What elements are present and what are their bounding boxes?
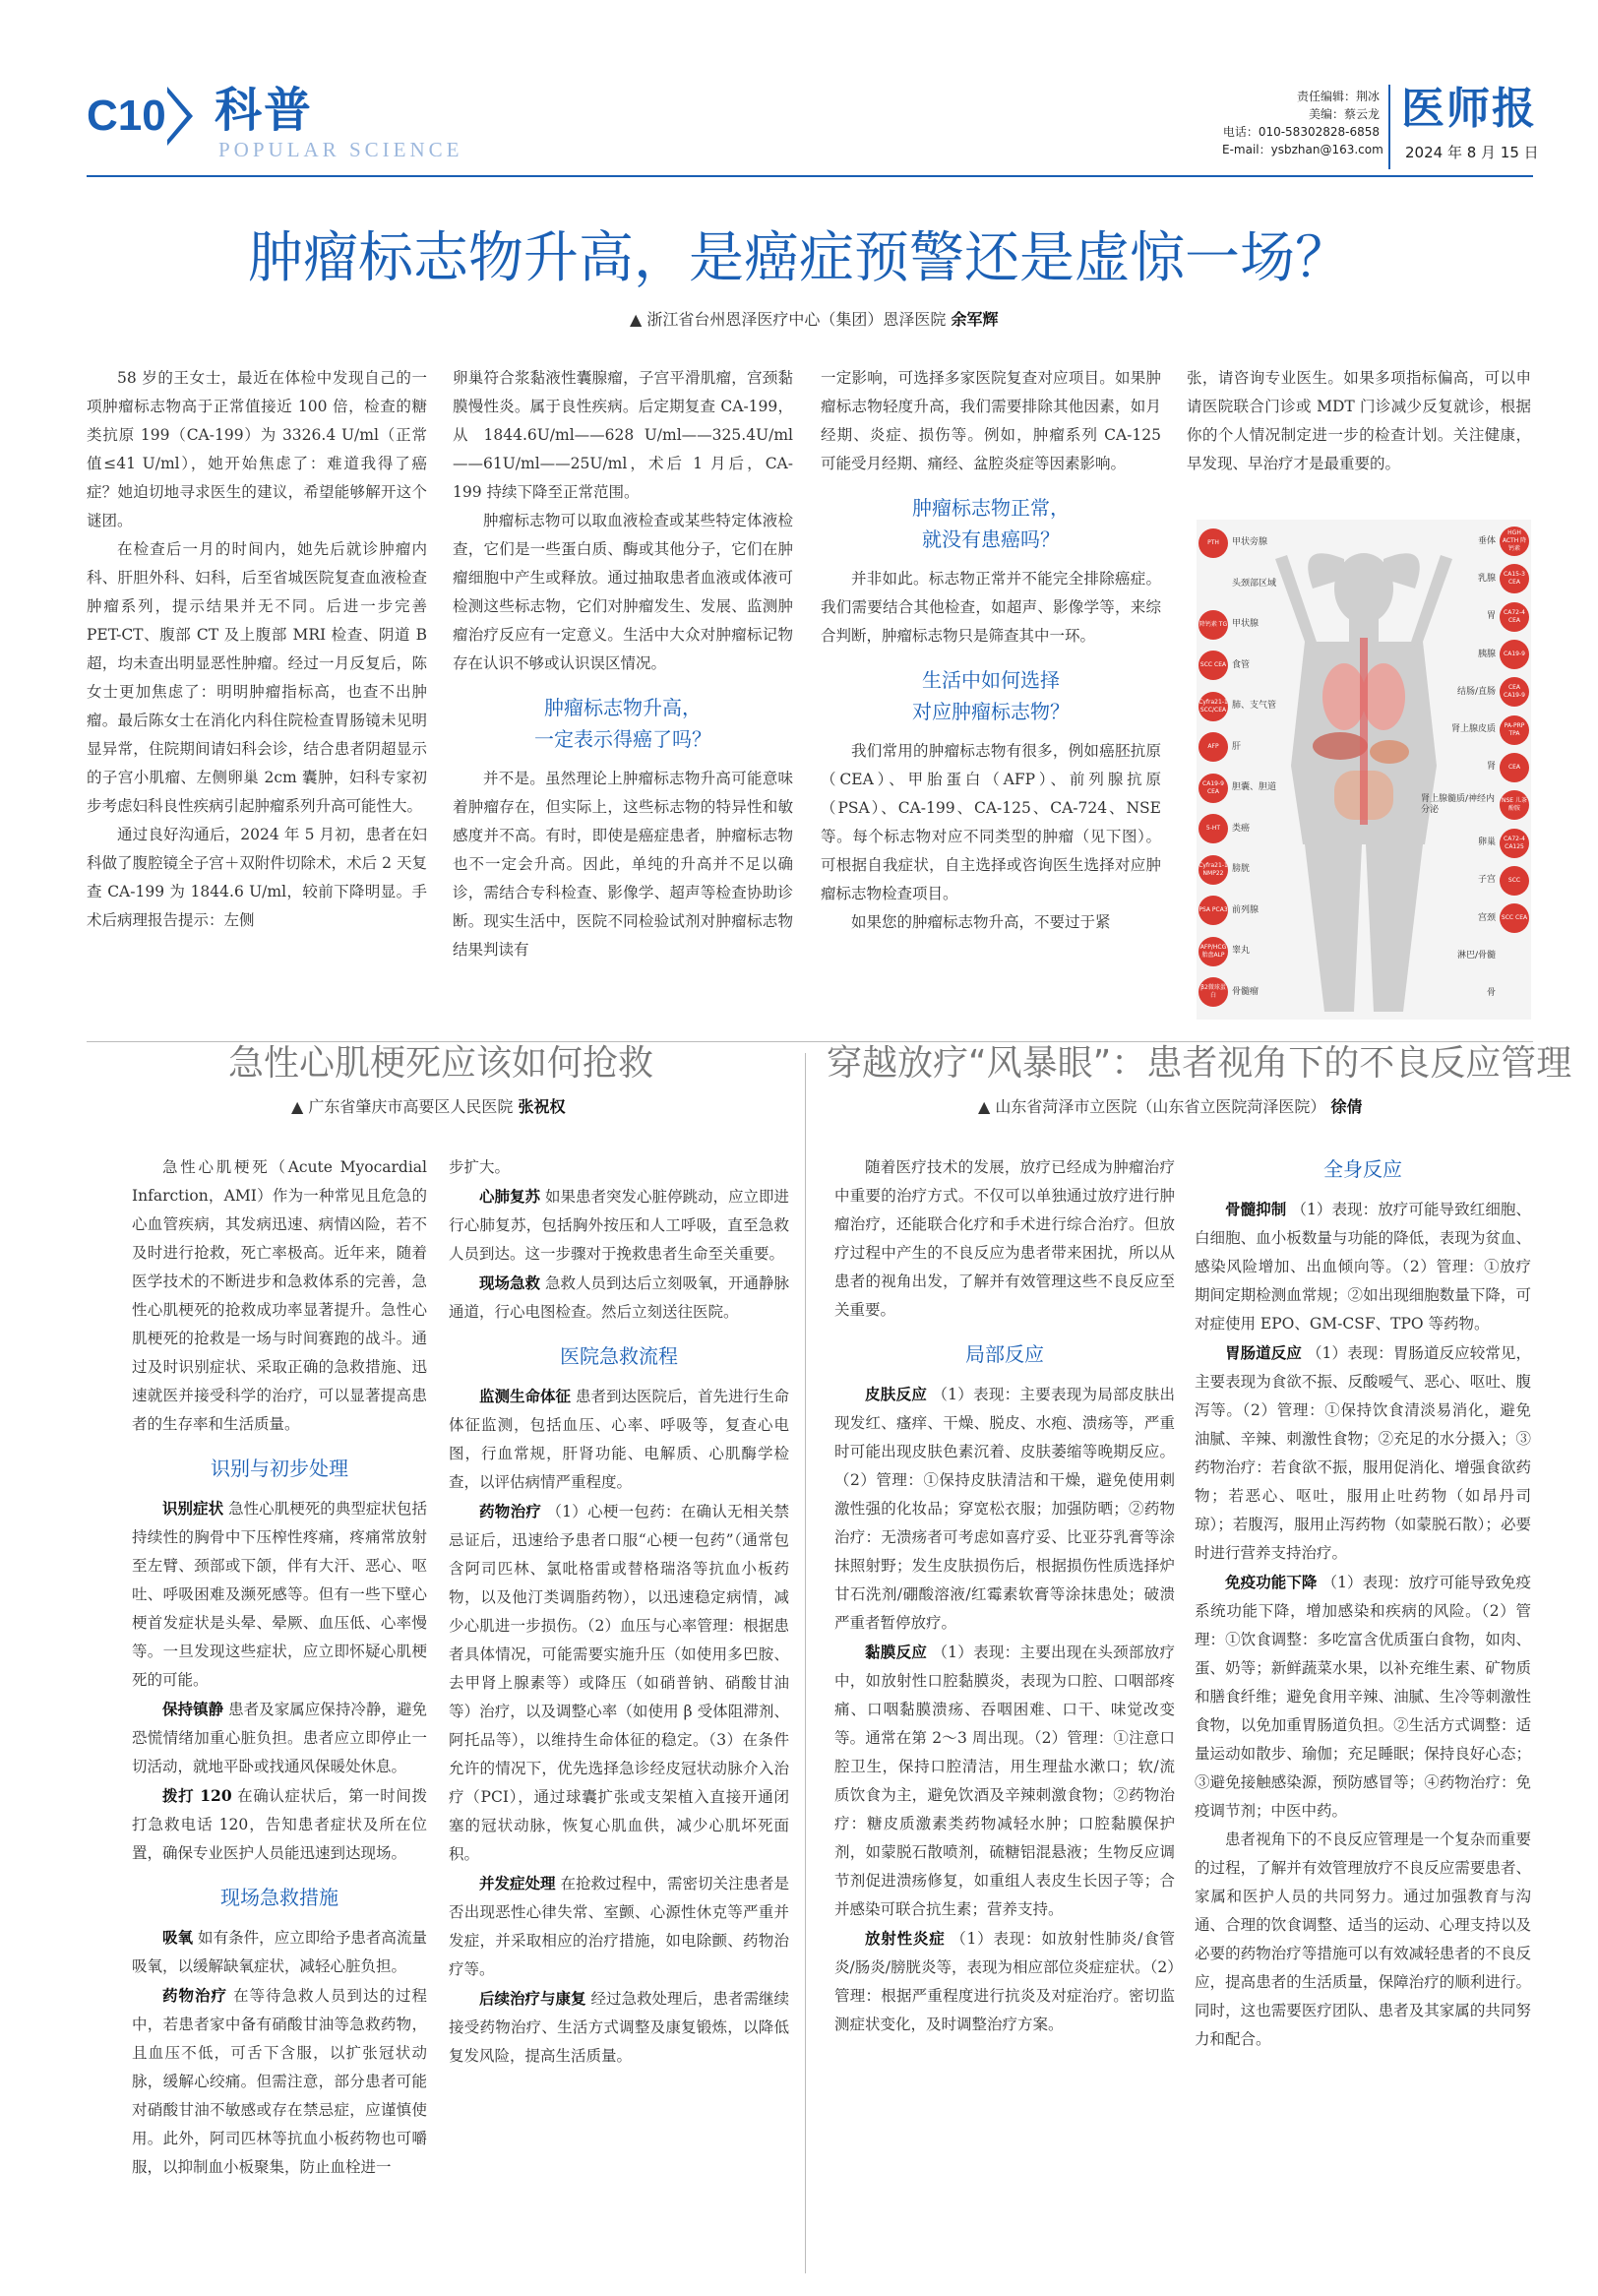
paragraph-text: （1）表现：如放射性肺炎/食管炎/肠炎/膀胱炎等，表现为相应部位炎症症状。（2）管理：根据严重程度进行抗炎及对症治疗。密切监测症状变化，及时调整治疗方案。 [834,1930,1175,2033]
organ-label: 肾上腺皮质 [1450,724,1496,735]
marker-badge: PSA PCA3 [1198,896,1228,925]
paragraph-text: （1）表现：放疗可能导致红细胞、白细胞、血小板数量与功能的降低，表现为贫血、感染风险增加、出血倾向等。（2）管理：①放疗期间定期检测血常规；②如出现细胞数量下降，可对症使用 EPO、GM-CSF、TPO 等药物。 [1195,1201,1531,1333]
marker-badge: CA72-4 CA125 [1500,829,1529,858]
byline-org: ▲ 浙江省台州恩泽医疗中心（集团）恩泽医院 [630,310,947,329]
article1-col3 [821,364,1161,937]
article1-col1 [87,364,427,935]
paragraph-text: 在抢救过程中，需密切关注患者是否出现恶性心律失常、室颤、心源性休克等严重并发症，并采取相应的治疗措施，如电除颤、药物治疗等。 [449,1875,789,1978]
article1-byline [630,307,999,330]
article1-col4 [1187,364,1531,478]
organ-label: 胆囊、胆道 [1232,782,1277,793]
paragraph-heading: 后续治疗与康复 [479,1989,586,2008]
marker-badge: PTH [1198,528,1228,558]
marker-badge: HGH ACTH 降钙素 [1500,527,1529,556]
marker-row [1198,932,1307,971]
paragraph-heading: 并发症处理 [479,1874,556,1893]
section-title-en: POPULAR SCIENCE [218,138,463,161]
organ-label: 甲状旁腺 [1232,537,1268,548]
marker-badge: PA-PRP TPA [1500,715,1529,745]
marker-badge: CA72-4 CEA [1500,602,1529,632]
marker-row [1198,973,1307,1013]
organ-label: 卵巢 [1477,838,1496,848]
byline-author: 张祝权 [518,1097,566,1116]
organ-label: 胰腺 [1477,649,1496,659]
paragraph-heading: 药物治疗 [162,1986,228,2005]
subheading: 现场急救措施 [220,1886,338,1909]
subheading: 肿瘤标志物正常， 就没有患癌吗？ [912,496,1070,551]
subheading: 肿瘤标志物升高， 一定表示得癌了吗？ [534,696,711,751]
marker-row [1421,524,1529,559]
tumor-marker-figure [1197,520,1531,1020]
marker-badge: 5-HT [1198,814,1228,843]
marker-row [1421,863,1529,899]
marker-row [1198,687,1307,726]
art-editor: 美编：蔡云龙 [1308,107,1380,121]
paragraph: 并不是。虽然理论上肿瘤标志物升高可能意味着肿瘤存在，但实际上，这些标志物的特异性和敏感度并不高。有时，即使是癌症患者，肿瘤标志物也不一定会升高。因此，单纯的升高并不足以确诊，需结合专科检查、影像学、超声等检查协助诊断。现实生活中，医院不同检验试剂对肿瘤标志物结果判读有 [453,770,793,959]
organ-label: 骨 [1486,988,1496,999]
paragraph-text: 急救人员到达后立刻吸氧，开通静脉通道，行心电图检查。然后立刻送往医院。 [449,1274,789,1321]
header-divider [1388,85,1390,169]
section-paragraphs [132,1494,427,1868]
article1-title: 肿瘤标志物升高，是癌症预警还是虚惊一场？ [248,226,1350,290]
marker-badge: SCC [1500,866,1529,896]
section-paragraphs [449,1382,789,2071]
marker-row [1198,728,1307,768]
paragraph-text: 在等待急救人员到达的过程中，若患者家中备有硝酸甘油等急救药物，且血压不低，可舌下含服，以扩张冠状动脉，缓解心绞痛。但需注意，部分患者可能对硝酸甘油不敏感或存在禁忌症，应谨慎使用。此外，阿司匹林等抗血小板药物也可嚼服，以抑制血小板聚集，防止血栓进一 [132,1987,427,2176]
marker-badge: NSE 儿茶酚胺 [1500,790,1529,820]
marker-badge: CEA CA19-9 [1500,677,1529,707]
paragraph: 患者视角下的不良反应管理是一个复杂而重要的过程，了解并有效管理放疗不良反应需要患者、家属和医护人员的共同努力。通过加强教育与沟通、合理的饮食调整、适当的运动、心理支持以及必要的药物治疗等措施可以有效减轻患者的不良反应，提高患者的生活质量，保障治疗的顺利进行。同时，这也需要医疗团队、患者及其家属的共同努力和配合。 [1195,1831,1531,2048]
marker-badge [1500,942,1529,971]
marker-row [1198,892,1307,931]
organ-label: 子宫 [1477,875,1496,886]
paragraph-text: 如有条件，应立即给予患者高流量吸氧，以缓解缺氧症状，减轻心脏负担。 [132,1929,427,1975]
paragraph-heading: 保持镇静 [162,1700,224,1718]
paragraph [1195,1195,1531,1338]
paragraph-heading: 心肺复苏 [479,1187,541,1206]
marker-badge: AFP/HCG 胎盘ALP [1198,937,1228,966]
organ-label: 肝 [1232,741,1242,752]
marker-row [1421,900,1529,936]
paragraph [132,1695,427,1781]
organ-label: 食管 [1232,659,1251,670]
issue-date: 2024 年 8 月 15 日 [1405,144,1539,161]
paragraph: 卵巢符合浆黏液性囊腺瘤，子宫平滑肌瘤，宫颈黏膜慢性炎。属于良性疾病。后定期复查 CA-199，从 1844.6U/ml——628 U/ml——325.4U/ml——61U/ml——25U/ml，术后 1 月后，CA-199 持续下降至正常范围。 [453,369,793,501]
section-paragraphs [834,1380,1175,2039]
marker-row [1198,850,1307,890]
article2-title: 急性心肌梗死应该如何抢救 [228,1043,654,1084]
phone: 电话：010-58302828-6858 [1222,125,1380,139]
marker-row [1198,769,1307,808]
organ-label: 肺、支气管 [1232,701,1277,712]
marker-badge: Cyfra21-1 SCC/CEA [1198,692,1228,721]
paragraph-text: 经过急救处理后，患者需继续接受药物治疗、生活方式调整及康复锻炼，以降低复发风险，提高生活质量。 [449,1990,789,2065]
organ-label: 宫颈 [1477,912,1496,923]
paragraph-heading: 药物治疗 [479,1502,542,1520]
paragraph: 并非如此。标志物正常并不能完全排除癌症。我们需要结合其他检查，如超声、影像学等，来综合判断，肿瘤标志物只是筛查其中一环。 [821,570,1161,645]
paragraph: 随着医疗技术的发展，放疗已经成为肿瘤治疗中重要的治疗方式。不仅可以单独通过放疗进行肿瘤治疗，还能联合化疗和手术进行综合治疗。但放疗过程中产生的不良反应为患者带来困扰，所以从患者的视角出发，了解并有效管理这些不良反应至关重要。 [834,1158,1175,1319]
organ-label: 甲状腺 [1232,619,1260,630]
article2-byline [291,1094,566,1117]
paragraph-heading: 监测生命体征 [479,1387,572,1405]
marker-row [1421,938,1529,973]
organ-label: 膀胱 [1232,864,1251,875]
paragraph-heading: 识别症状 [162,1499,224,1518]
organ-label: 垂体 [1477,535,1496,546]
marker-row [1421,825,1529,860]
paragraph-heading: 免疫功能下降 [1225,1573,1318,1591]
paragraph-text: 在确认症状后，第一时间拨打急救电话 120，告知患者症状及所在位置，确保专业医护人员能迅速到达现场。 [132,1787,427,1862]
column-divider [805,1053,806,2273]
organ-label: 骨髓瘤 [1232,986,1260,997]
marker-badge: SCC CEA [1198,651,1228,680]
paragraph-heading: 胃肠道反应 [1225,1343,1302,1362]
paragraph: 如果您的肿瘤标志物升高，不要过于紧 [851,913,1111,931]
paragraph-text: 患者及家属应保持冷静，避免恐慌情绪加重心脏负担。患者应立即停止一切活动，就地平卧或找通风保暖处休息。 [132,1701,427,1775]
paragraph [1195,1338,1531,1568]
paragraph: 一定影响，可选择多家医院复查对应项目。如果肿瘤标志物轻度升高，我们需要排除其他因素，如月经期、炎症、损伤等。例如，肿瘤系列 CA-125 可能受月经期、痛经、盆腔炎症等因素影响。 [821,369,1161,472]
paragraph-text: （1）表现：主要出现在头颈部放疗中，如放射性口腔黏膜炎，表现为口腔、口咽部疼痛、口咽黏膜溃疡、吞咽困难、口干、味觉改变等。通常在第 2～3 周出现。（2）管理：①注意口腔卫生，保持口腔清洁，用生理盐水漱口；软/流质饮食为主，避免饮酒及辛辣刺激食物；②药物治疗：糖皮质激素类药物减轻水肿；口腔黏膜保护剂，如蒙脱石散喷剂，硫糖铝混悬液；生物反应调节剂促进溃疡修复，如重组人表皮生长因子等；合并感染可联合抗生素；营养支持。 [834,1644,1175,1918]
marker-badge: CA19-9 CEA [1198,774,1228,803]
organ-label: 肾 [1486,762,1496,773]
paragraph: 通过良好沟通后，2024 年 5 月初，患者在妇科做了腹腔镜全子宫＋双附件切除术，术后 2 天复查 CA-199 为 1844.6 U/ml，较前下降明显。手术后病理报告提示：左侧 [87,826,427,929]
marker-row [1421,787,1529,823]
section-title: 科普 [215,83,314,138]
marker-badge [1198,569,1228,598]
paragraph-text: 患者到达医院后，首先进行生命体征监测，包括血压、心率、呼吸等，复查心电图，行血常规，肝肾功能、电解质、心肌酶学检查，以评估病情严重程度。 [449,1388,789,1491]
paragraph-text: （1）表现：主要表现为局部皮肤出现发红、瘙痒、干燥、脱皮、水疱、溃疡等，严重时可能出现皮肤色素沉着、皮肤萎缩等晚期反应。（2）管理：①保持皮肤清洁和干燥，避免使用刺激性强的化妆品；穿宽松衣服；加强防晒；②药物治疗：无溃疡者可考虑如喜疗妥、比亚芬乳膏等涂抹照射野；发生皮肤损伤后，根据损伤性质选择炉甘石洗剂/硼酸溶液/红霉素软膏等涂抹患处；破溃严重者暂停放疗。 [834,1386,1175,1632]
paragraph-heading: 吸氧 [162,1928,194,1947]
organ-label: 前列腺 [1232,904,1260,915]
paragraph-heading: 拨打 120 [162,1786,232,1805]
paragraph [449,1382,789,1497]
marker-row [1198,524,1307,563]
marker-row [1421,561,1529,596]
chevron-inner [167,93,187,140]
header-rule [87,175,1533,177]
paragraph-text: （1）表现：放疗可能导致免疫系统功能下降，增加感染和疾病的风险。（2）管理：①饮食调整：多吃富含优质蛋白食物，如肉、蛋、奶等；新鲜蔬菜水果，以补充维生素、矿物质和膳食纤维；避免食用辛辣、油腻、生冷等刺激性食物，以免加重胃肠道负担。②生活方式调整：适量运动如散步、瑜伽；充足睡眠；保持良好心态；③避免接触感染源，预防感冒等；④药物治疗：免疫调节剂；中医中药。 [1195,1574,1531,1820]
paragraph [834,1638,1175,1924]
paragraph-heading: 皮肤反应 [865,1385,928,1403]
marker-row [1198,605,1307,645]
organ-label: 结肠/直肠 [1456,686,1496,697]
paragraph-heading: 骨髓抑制 [1225,1200,1287,1218]
marker-row [1421,750,1529,785]
marker-badge: CEA [1500,753,1529,782]
marker-row [1198,810,1307,849]
paragraph [449,1269,789,1327]
article3-col1 [834,1153,1175,2039]
paragraph [449,1984,789,2071]
paragraph [449,1497,789,1869]
paragraph: 我们常用的肿瘤标志物有很多，例如癌胚抗原（CEA）、甲胎蛋白（AFP）、前列腺抗原（PSA）、CA-199、CA-125、CA-724、NSE 等。每个标志物对应不同类型的肿瘤（见下图）。可根据自我症状，自主选择或咨询医生选择对应肿瘤标志物检查项目。 [821,742,1161,902]
paragraph-heading: 黏膜反应 [865,1643,928,1661]
paragraph: 肿瘤标志物可以取血液检查或某些特定体液检查，它们是一些蛋白质、酶或其他分子，它们在肿瘤细胞中产生或释放。通过抽取患者血液或体液可检测这些标志物，它们对肿瘤发生、发展、监测肿瘤治疗反应有一定意义。生活中大众对肿瘤标记物存在认识不够或认识误区情况。 [453,512,793,672]
organ-label: 淋巴/骨髓 [1456,951,1496,962]
byline-author: 徐倩 [1330,1097,1363,1116]
article3-byline [978,1094,1363,1117]
article2-col1 [132,1153,427,2182]
paragraph: 步扩大。 [449,1158,511,1176]
editor: 责任编辑：荆冰 [1296,90,1380,103]
byline-author: 余军辉 [951,310,999,329]
section-paragraphs [449,1182,789,1327]
marker-row [1198,647,1307,686]
paragraph: 在检查后一月的时间内，她先后就诊肿瘤内科、肝胆外科、妇科，后至省城医院复查血液检查肿瘤系列，提示结果并无不同。后进一步完善 PET-CT、腹部 CT 及上腹部 MRI 检查、阴道 B 超，均未查出明显恶性肿瘤。经过一月反复后，陈女士更加焦虑了：明明肿瘤指标高，也查不出肿瘤。最后陈女士在消化内科住院检查胃肠镜未见明显异常，住院期间请妇科会诊，结合患者阴超显示的子宫小肌瘤、左侧卵巢 2cm 囊肿，妇科专家初步考虑妇科良性疾病引起肿瘤系列升高可能性大。 [87,540,427,815]
paragraph: 张，请咨询专业医生。如果多项指标偏高，可以申请医院联合门诊或 MDT 门诊减少反复就诊，根据你的个人情况制定进一步的检查计划。关注健康，早发现、早治疗才是最重要的。 [1187,369,1531,472]
paragraph [132,1923,427,1981]
paragraph: 58 岁的王女士，最近在体检中发现自己的一项肿瘤标志物高于正常值接近 100 倍，检查的糖类抗原 199（CA-199）为 3326.4 U/ml（正常值≤41 U/ml），她开始焦虑了：难道我得了癌症？她迫切地寻求医生的建议，希望能够解开这个谜团。 [87,369,427,529]
subheading: 生活中如何选择 对应肿瘤标志物？ [912,668,1070,723]
marker-badge: CA15-3 CEA [1500,564,1529,593]
organ-label: 头颈部区域 [1232,578,1277,589]
article1-col2 [453,364,793,964]
paragraph [834,1380,1175,1638]
marker-row [1421,713,1529,748]
marker-row [1198,565,1307,604]
marker-row [1421,674,1529,710]
paragraph [834,1924,1175,2039]
paragraph [449,1182,789,1269]
subheading: 医院急救流程 [560,1344,678,1368]
subheading: 识别与初步处理 [211,1457,348,1480]
organ-label: 乳腺 [1477,573,1496,584]
paragraph [132,1781,427,1868]
article3-title: 穿越放疗“风暴眼”：患者视角下的不良反应管理 [827,1043,1572,1084]
marker-row [1421,599,1529,635]
subheading: 全身反应 [1323,1157,1402,1181]
marker-badge: CA19-9 [1500,640,1529,669]
byline-org: ▲ 山东省菏泽市立医院（山东省立医院菏泽医院） [978,1097,1326,1116]
email: E-mail：ysbzhan@163.com [1222,143,1383,156]
marker-badge: Cyfra21-1 NMP22 [1198,855,1228,885]
marker-badge [1500,979,1529,1009]
paragraph [132,1494,427,1695]
marker-badge: SCC CEA [1500,903,1529,933]
organ-label: 类癌 [1232,823,1251,834]
paragraph-heading: 现场急救 [479,1273,541,1292]
marker-badge: AFP [1198,732,1228,762]
paragraph [132,1981,427,2182]
marker-badge: β2微球蛋白 [1198,977,1228,1007]
paper-logo: 医师报 [1401,84,1537,134]
paragraph-text: （1）表现：胃肠道反应较常见，主要表现为食欲不振、反酸嗳气、恶心、呕吐、腹泻等。（2）管理：①保持饮食清淡易消化，避免油腻、辛辣、刺激性食物；②充足的水分摄入；③药物治疗：若食欲不振，服用促消化、增强食欲药物；若恶心、呕吐，服用止吐药物（如昂丹司琼）；若腹泻，服用止泻药物（如蒙脱石散）；必要时进行营养支持治疗。 [1195,1344,1531,1562]
section-paragraphs [1195,1195,1531,1826]
article2-col2 [449,1153,789,2071]
subheading: 局部反应 [965,1342,1044,1366]
organ-label: 肾上腺髓质/神经内分泌 [1421,794,1496,816]
paragraph-text: （1）心梗一包药：在确认无相关禁忌证后，迅速给予患者口服“心梗一包药”（通常包含阿司匹林、氯吡格雷或替格瑞洛等抗血小板药物，以及他汀类调脂药物），以迅速稳定病情，减少心肌进一步损伤。（2）血压与心率管理：根据患者具体情况，可能需要实施升压（如使用多巴胺、去甲肾上腺素等）或降压（如硝普钠、硝酸甘油等）治疗，以及调整心率（如使用 β 受体阻滞剂、阿托品等），以维持生命体征的稳定。（3）在条件允许的情况下，优先选择急诊经皮冠状动脉介入治疗（PCI），通过球囊扩张或支架植入直接开通闭塞的冠状动脉，恢复心肌血供，减少心肌坏死面积。 [449,1503,789,1863]
marker-badge: 降钙素 TG [1198,610,1228,640]
paragraph: 急性心肌梗死（Acute Myocardial Infarction，AMI）作为一种常见且危急的心血管疾病，其发病迅速、病情凶险，若不及时进行抢救，死亡率极高。近年来，随着医学技术的不断进步和急救体系的完善，急性心肌梗死的抢救成功率显著提升。急性心肌梗死的抢救是一场与时间赛跑的战斗。通过及时识别症状、采取正确的急救措施、迅速就医并接受科学的治疗，可以显著提高患者的生存率和生活质量。 [132,1158,427,1433]
marker-row [1421,976,1529,1012]
paragraph [449,1869,789,1984]
paragraph [1195,1568,1531,1826]
page-number: C10 [87,92,166,140]
paragraph-text: 如果患者突发心脏停跳动，应立即进行心肺复苏，包括胸外按压和人工呼吸，直至急救人员到达。这一步骤对于挽救患者生命至关重要。 [449,1188,789,1263]
article3-col2 [1195,1153,1531,2054]
paragraph-text: 急性心肌梗死的典型症状包括持续性的胸骨中下压榨性疼痛，疼痛常放射至左臂、颈部或下颌，伴有大汗、恶心、呕吐、呼吸困难及濒死感等。但有一些下壁心梗首发症状是头晕、晕厥、血压低、心率慢等。一旦发现这些症状，应立即怀疑心肌梗死的可能。 [132,1500,427,1689]
organ-label: 睾丸 [1232,946,1251,957]
paragraph-heading: 放射性炎症 [865,1929,946,1948]
organ-label: 胃 [1486,611,1496,622]
section-paragraphs [132,1923,427,2182]
editor-info [1222,88,1383,158]
marker-row [1421,637,1529,672]
byline-org: ▲ 广东省肇庆市高要区人民医院 [291,1097,514,1116]
